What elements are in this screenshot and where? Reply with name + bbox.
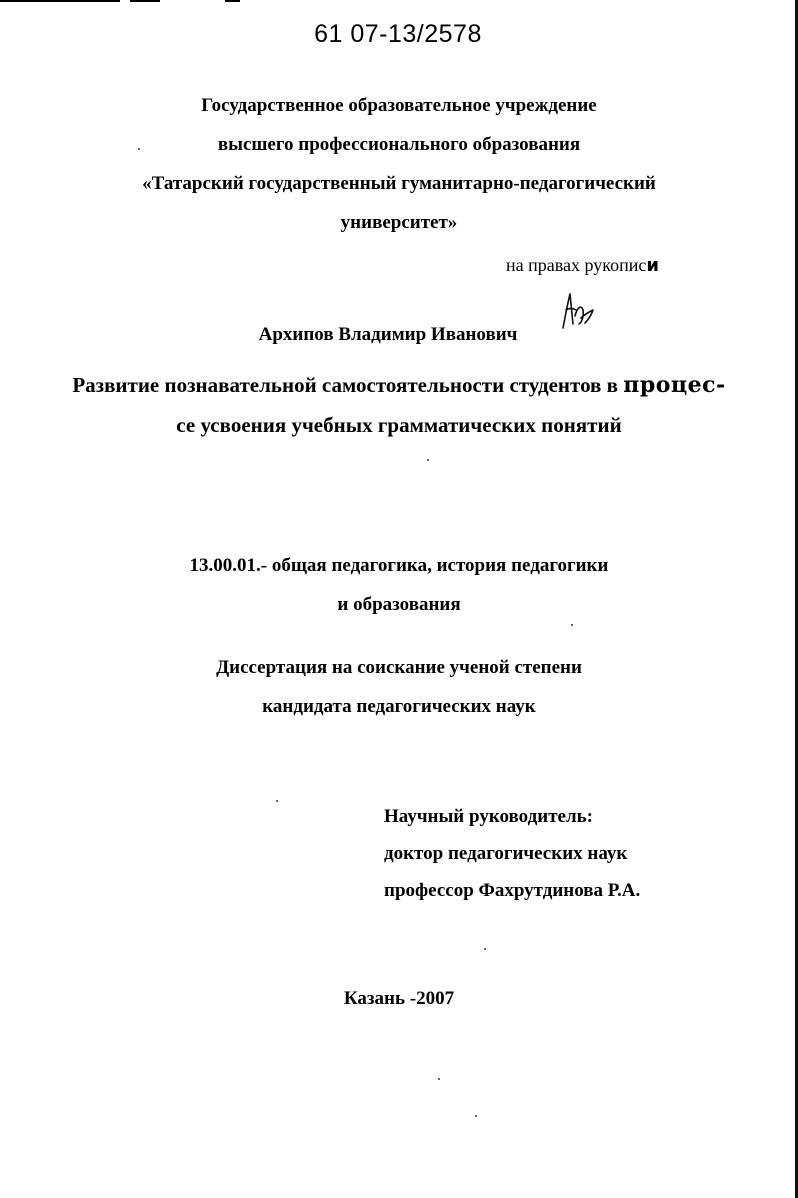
- supervisor-label: Научный руководитель:: [384, 806, 593, 827]
- manuscript-rights-tail: и: [646, 255, 660, 276]
- supervisor-degree: доктор педагогических наук: [384, 843, 628, 864]
- degree-line-2: кандидата педагогических наук: [262, 696, 536, 717]
- title-line-2: се усвоения учебных грамматических понятий: [176, 413, 622, 437]
- scan-speck: [475, 1115, 477, 1117]
- author-name: Архипов Владимир Иванович: [258, 324, 518, 345]
- scan-edge-mark: [225, 0, 240, 2]
- supervisor-block: [384, 798, 640, 909]
- city-year: Казань -2007: [343, 988, 455, 1009]
- specialty-block: [0, 546, 798, 624]
- degree-line-1: Диссертация на соискание ученой степени: [216, 657, 582, 678]
- scan-speck: [276, 800, 278, 802]
- scan-speck: [138, 148, 140, 150]
- scan-speck: [438, 1078, 440, 1080]
- scan-speck: [571, 624, 573, 626]
- title-line-1: Развитие познавательной самостоятельности студентов в процес-: [72, 372, 726, 398]
- institution-line-4: университет»: [340, 212, 458, 233]
- scan-speck: [427, 459, 429, 461]
- supervisor-name: профессор Фахрутдинова Р.А.: [384, 880, 641, 901]
- archive-number: 61 07-13/2578: [314, 20, 482, 48]
- manuscript-rights-text: на правах рукопис: [506, 255, 647, 275]
- scan-edge-mark: [0, 0, 120, 2]
- scan-edge-mark: [130, 0, 160, 2]
- manuscript-rights: [506, 255, 660, 276]
- institution-block: [0, 86, 798, 242]
- scan-speck: [484, 948, 486, 950]
- dissertation-degree-block: [0, 648, 798, 726]
- institution-line-2: высшего профессионального образования: [217, 134, 581, 155]
- specialty-line-2: и образования: [337, 594, 461, 615]
- institution-line-3: «Татарский государственный гуманитарно-педагогический: [142, 173, 656, 194]
- specialty-line-1: 13.00.01.- общая педагогика, история педагогики: [189, 555, 609, 576]
- dissertation-title: [0, 365, 798, 445]
- institution-line-1: Государственное образовательное учреждение: [201, 95, 597, 116]
